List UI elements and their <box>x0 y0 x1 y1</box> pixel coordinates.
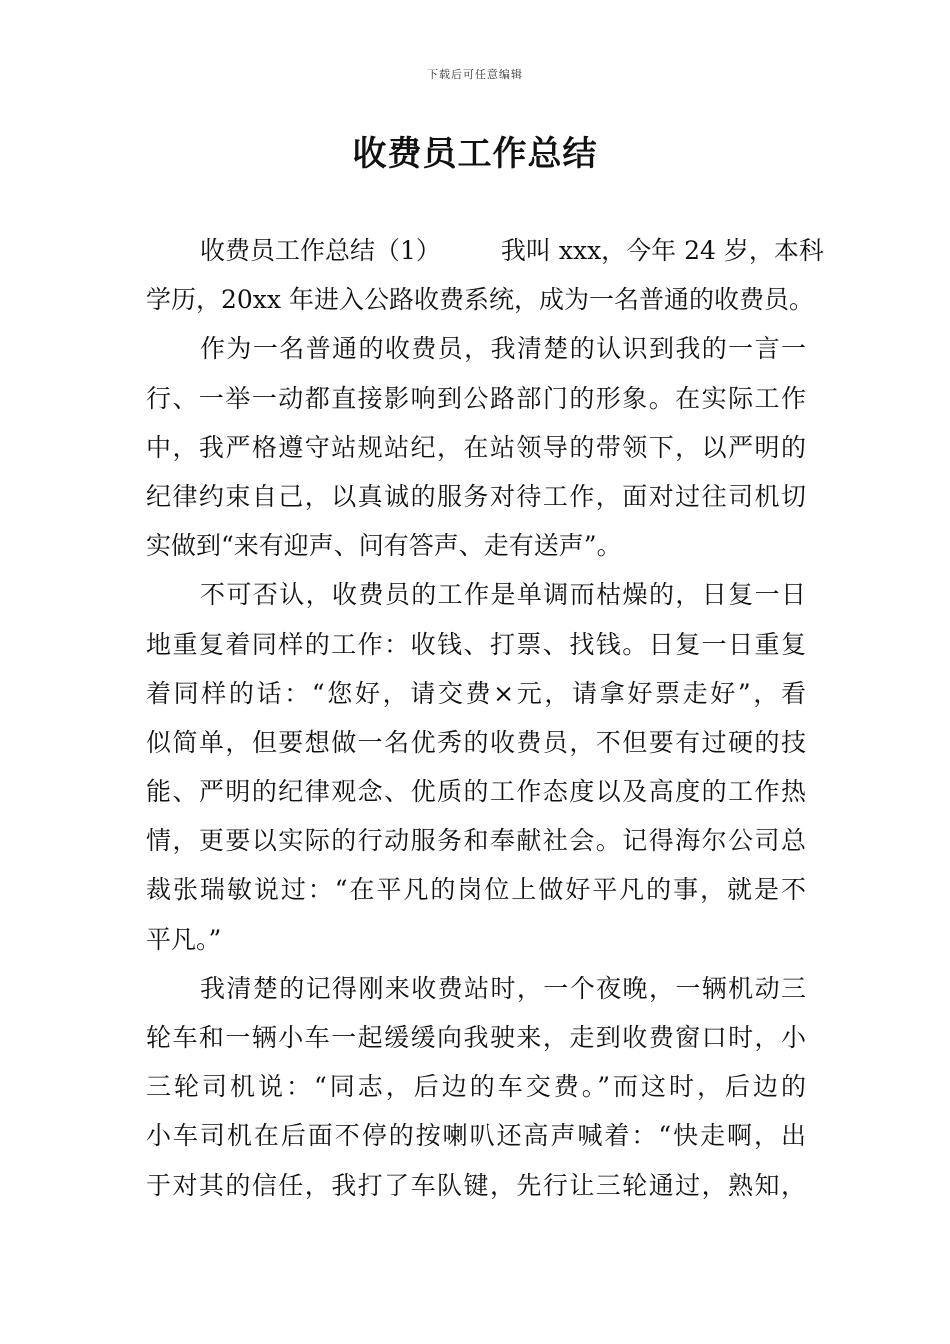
paragraph-line: 纪律约束自己，以真诚的服务对待工作，面对过往司机切 <box>146 481 806 511</box>
paragraph-line: 小车司机在后面不停的按喇叭还高声喊着：“快走啊，出 <box>146 1121 806 1151</box>
paragraph-line: 地重复着同样的工作：收钱、打票、找钱。日复一日重复 <box>146 629 806 659</box>
paragraph-line: 作为一名普通的收费员，我清楚的认识到我的一言一 <box>200 334 806 364</box>
paragraph-line: 轮车和一辆小车一起缓缓向我驶来，走到收费窗口时，小 <box>146 1023 806 1052</box>
paragraph-line: 行、一举一动都直接影响到公路部门的形象。在实际工作 <box>146 383 806 413</box>
paragraph-line: 平凡。” <box>146 924 222 954</box>
paragraph-line: 能、严明的纪律观念、优质的工作态度以及高度的工作热 <box>146 777 806 807</box>
document-body <box>146 226 824 1210</box>
paragraph-line: 中，我严格遵守站规站纪，在站领导的带领下，以严明的 <box>146 432 806 462</box>
paragraph-line: 裁张瑞敏说过：“在平凡的岗位上做好平凡的事，就是不 <box>146 875 806 905</box>
paragraph-line <box>146 226 824 275</box>
paragraph-line: 似简单，但要想做一名优秀的收费员，不但要有过硬的技 <box>146 727 806 757</box>
paragraph-line: 学历，20xx 年进入公路收费系统，成为一名普通的收费员。 <box>146 285 814 315</box>
section-heading: 收费员工作总结（1） <box>200 236 441 265</box>
text-segment: 我叫 xxx，今年 24 岁，本科 <box>500 236 824 265</box>
paragraph-line: 三轮司机说：“同志，后边的车交费。”而这时，后边的 <box>146 1072 806 1102</box>
document-title: 收费员工作总结 <box>352 134 598 174</box>
paragraph-line: 情，更要以实际的行动服务和奉献社会。记得海尔公司总 <box>146 826 806 856</box>
paragraph-line: 不可否认，收费员的工作是单调而枯燥的，日复一日 <box>200 580 806 610</box>
page-header-note: 下载后可任意编辑 <box>427 68 523 81</box>
paragraph-line: 着同样的话：“您好，请交费×元，请拿好票走好”，看 <box>146 678 806 708</box>
paragraph-line: 实做到“来有迎声、问有答声、走有送声”。 <box>146 531 622 561</box>
paragraph-line: 于对其的信任，我打了车队键，先行让三轮通过，熟知， <box>146 1170 806 1200</box>
paragraph-line: 我清楚的记得刚来收费站时，一个夜晚，一辆机动三 <box>200 973 806 1003</box>
